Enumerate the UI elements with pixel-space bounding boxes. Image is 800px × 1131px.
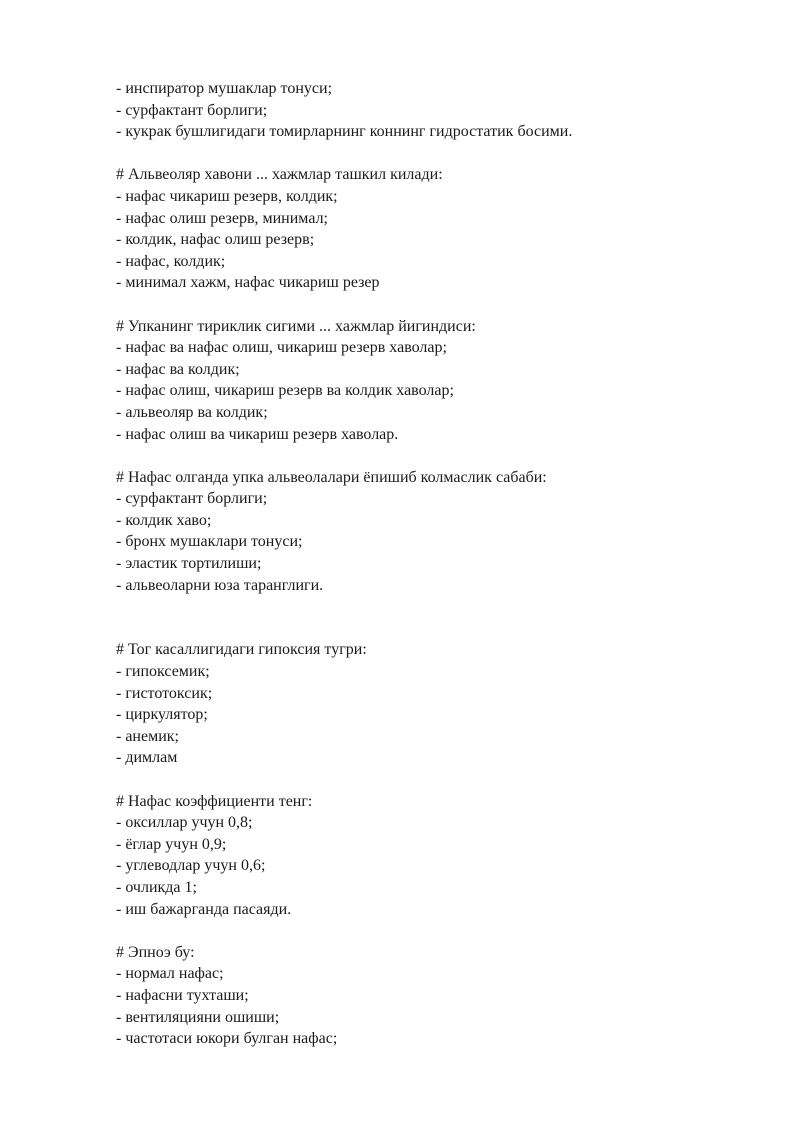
answer-option: - иш бажарганда пасаяди. [116, 900, 292, 918]
answer-option: - колдик хаво; [116, 511, 212, 529]
answer-option: - гистотоксик; [116, 684, 213, 702]
answer-option: - альвеоляр ва колдик; [116, 403, 268, 421]
answer-option: - альвеоларни юза таранглиги. [116, 576, 324, 594]
answer-option: - колдик, нафас олиш резерв; [116, 231, 315, 249]
answer-option: - оксиллар учун 0,8; [116, 814, 253, 832]
answer-option: - анемик; [116, 727, 179, 745]
document-page [116, 78, 776, 1050]
answer-option: - эластик тортилиши; [116, 555, 262, 573]
answer-option: - частотаси юкори булган нафас; [116, 1030, 338, 1048]
answer-option: - нафас ва колдик; [116, 360, 240, 378]
answer-option: - димлам [116, 749, 178, 767]
question-block-alveolar-air [116, 164, 776, 294]
answer-option: - очликда 1; [116, 878, 197, 896]
answer-option: - сурфактант борлиги; [116, 490, 268, 508]
answer-option: - циркулятор; [116, 706, 208, 724]
answer-option: - углеводлар учун 0,6; [116, 857, 266, 875]
question-text: # Нафас коэффициенти тенг: [116, 792, 313, 810]
answer-option: - вентиляцияни ошиши; [116, 1008, 280, 1026]
question-block-mountain-hypoxia [116, 639, 776, 769]
question-text: # Тог касаллигидаги гипоксия тугри: [116, 641, 367, 659]
answer-option: - нафас ва нафас олиш, чикариш резерв хаволар; [116, 339, 447, 357]
answer-option: - нафас олиш резерв, минимал; [116, 209, 328, 227]
answer-option: - нафасни тухташи; [116, 986, 249, 1004]
answer-option: - нафас олиш, чикариш резерв ва колдик хаволар; [116, 382, 454, 400]
answer-option: - нафас, колдик; [116, 252, 226, 270]
question-block-eupnea [116, 942, 776, 1050]
answer-option: - инспиратор мушаклар тонуси; [116, 80, 333, 97]
question-block-alveoli-collapse [116, 467, 776, 597]
question-text: # Нафас олганда упка альвеолалари ёпишиб колмаслик сабаби: [116, 468, 547, 486]
question-block-respiratory-quotient [116, 791, 776, 921]
answer-option: - кукрак бушлигидаги томирларнинг коннинг гидростатик босими. [116, 123, 573, 141]
question-block-vital-capacity [116, 316, 776, 446]
answer-option: - ёглар учун 0,9; [116, 835, 227, 853]
answer-option: - нормал нафас; [116, 965, 224, 983]
answer-option: - нафас олиш ва чикариш резерв хаволар. [116, 425, 399, 443]
answer-option: - минимал хажм, нафас чикариш резер [116, 274, 380, 292]
answer-option: - гипоксемик; [116, 663, 210, 681]
answer-option: - нафас чикариш резерв, колдик; [116, 187, 338, 205]
question-text: # Альвеоляр хавони ... хажмлар ташкил килади: [116, 166, 443, 184]
question-text: # Эпноэ бу: [116, 943, 195, 961]
answer-option: - сурфактант борлиги; [116, 101, 268, 119]
question-block-continuation [116, 78, 776, 143]
question-text: # Упканинг тириклик сигими ... хажмлар йигиндиси: [116, 317, 476, 335]
answer-option: - бронх мушаклари тонуси; [116, 533, 303, 551]
